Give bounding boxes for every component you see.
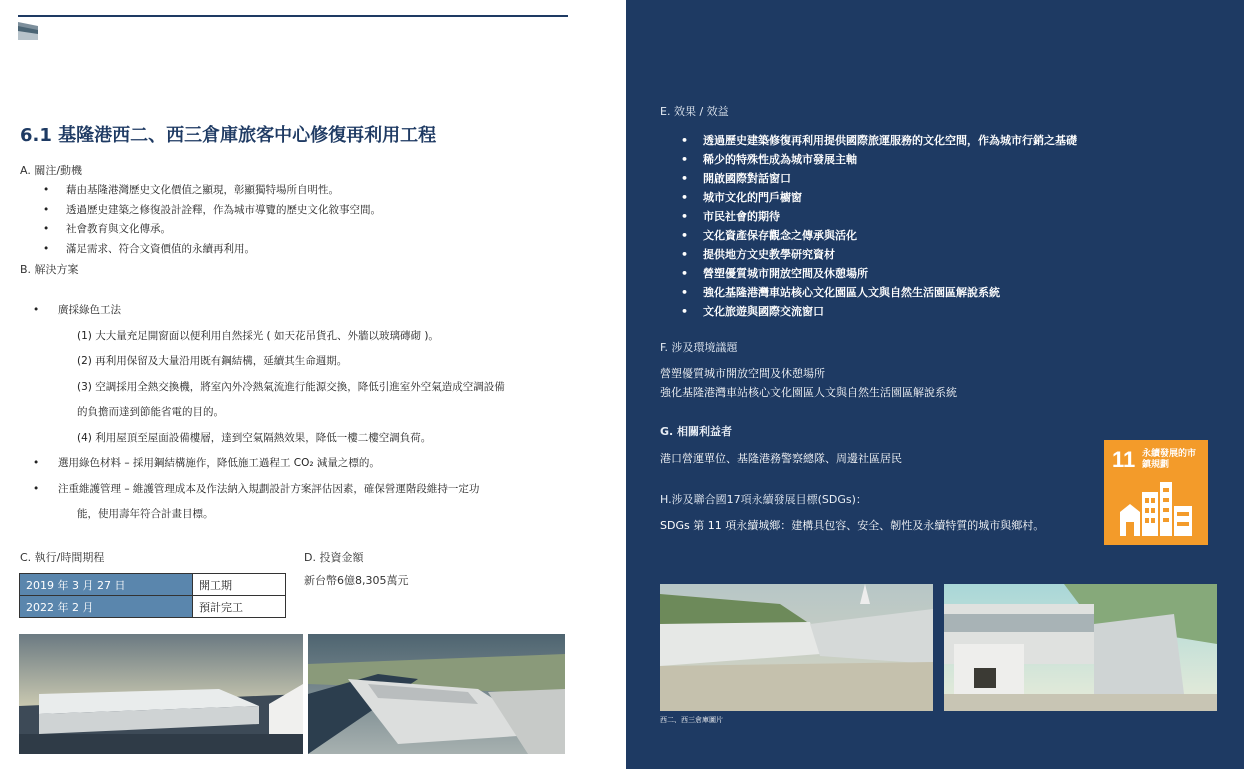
sdg-11-badge (1104, 440, 1208, 545)
section-h-heading: H.涉及聯合國17項永續發展目標(SDGs)： (660, 493, 867, 506)
sdg-description: SDGs 第 11 項永續城鄉：建構具包容、安全、韌性及永續特質的城市與鄉村。 (660, 519, 1045, 532)
stakeholders: 港口營運單位、基隆港務警察總隊、周邊社區居民 (660, 452, 902, 465)
list-item: • 營塑優質城市開放空間及休憩場所 (677, 264, 1077, 283)
section-g-heading: G. 相關利益者 (660, 425, 733, 438)
schedule-date: 2022 年 2 月 (20, 596, 193, 618)
section-e-heading: E. 效果 / 效益 (660, 105, 729, 118)
list-item: • 注重維護管理 – 維護管理成本及作法納入規劃設計方案評估因素，確保營運階段維持一定功 (20, 477, 505, 503)
section-b-heading: B. 解決方案 (20, 263, 79, 276)
right-page (626, 0, 1244, 769)
list-item: • 提供地方文史教學研究資材 (677, 245, 1077, 264)
schedule-phase: 開工期 (193, 574, 286, 596)
list-item: • 滿足需求、符合文資價值的永續再利用。 (38, 240, 381, 260)
sub-item: 的負擔而達到節能省電的目的。 (77, 406, 224, 418)
section-b-body (20, 298, 505, 528)
sub-item: (2) 再利用保留及大量沿用既有鋼結構，延續其生命週期。 (77, 355, 348, 367)
section-d-heading: D. 投資金額 (304, 551, 364, 564)
list-item: • 透過歷史建築修復再利用提供國際旅運服務的文化空間，作為城市行銷之基礎 (677, 131, 1077, 150)
schedule-phase: 預計完工 (193, 596, 286, 618)
table-row (20, 574, 286, 596)
list-item: • 開啟國際對話窗口 (677, 169, 1077, 188)
page-title: 6.1 基隆港西二、西三倉庫旅客中心修復再利用工程 (20, 125, 437, 146)
city-buildings-icon (1120, 482, 1194, 536)
list-item-continued: 能，使用壽年符合計畫目標。 (77, 508, 214, 520)
table-row (20, 596, 286, 618)
sdg-label: 永續發展的市鎮規劃 (1142, 449, 1197, 470)
list-item: • 藉由基隆港灣歷史文化價值之顯現，彰顯獨特場所自明性。 (38, 181, 381, 201)
environment-issue: 營塑優質城市開放空間及休憩場所 (660, 367, 825, 380)
section-f-heading: F. 涉及環境議題 (660, 341, 738, 354)
list-item: • 透過歷史建築之修復設計詮釋，作為城市導覽的歷史文化敘事空間。 (38, 201, 381, 221)
list-item: • 選用綠色材料 – 採用鋼結構施作，降低施工過程工 CO₂ 減量之標的。 (20, 451, 505, 477)
warehouse-render-photo-2 (308, 634, 565, 754)
logo-icon (18, 22, 38, 40)
list-item: • 社會教育與文化傳承。 (38, 220, 381, 240)
schedule-table (19, 573, 286, 618)
schedule-date: 2019 年 3 月 27 日 (20, 574, 193, 596)
list-item: • 市民社會的期待 (677, 207, 1077, 226)
warehouse-render-photo-3 (660, 584, 933, 711)
photo-caption: 西二、西三倉庫圖片 (660, 716, 723, 724)
list-item: • 文化旅遊與國際交流窗口 (677, 302, 1077, 321)
investment-amount: 新台幣6億8,305萬元 (304, 574, 409, 587)
header-rule (18, 15, 568, 17)
sdg-number: 11 (1112, 447, 1136, 472)
section-a-heading: A. 關注/動機 (20, 164, 83, 177)
sub-item: (4) 利用屋頂至屋面設備樓層，達到空氣隔熱效果，降低一樓二樓空調負荷。 (77, 431, 432, 444)
section-a-list (38, 181, 381, 259)
list-item: • 稀少的特殊性成為城市發展主軸 (677, 150, 1077, 169)
warehouse-render-photo-4 (944, 584, 1217, 711)
list-item: • 城市文化的門戶櫥窗 (677, 188, 1077, 207)
list-item: • 文化資產保存觀念之傳承與活化 (677, 226, 1077, 245)
warehouse-render-photo-1 (19, 634, 303, 754)
sub-item: (3) 空調採用全熱交換機，將室內外冷熱氣流進行能源交換，降低引進室外空氣造成空調設備 (77, 380, 505, 393)
section-e-list (677, 131, 1077, 321)
list-item: • 廣採綠色工法 (20, 298, 505, 324)
sub-item: (1) 大大量充足開窗面以便利用自然採光 ( 如天花吊貨孔、外牆以玻璃磚砌 )。 (77, 329, 439, 342)
list-item: • 強化基隆港灣車站核心文化園區人文與自然生活園區解說系統 (677, 283, 1077, 302)
environment-issue: 強化基隆港灣車站核心文化園區人文與自然生活園區解說系統 (660, 386, 957, 399)
section-c-heading: C. 執行/時間期程 (20, 551, 105, 564)
